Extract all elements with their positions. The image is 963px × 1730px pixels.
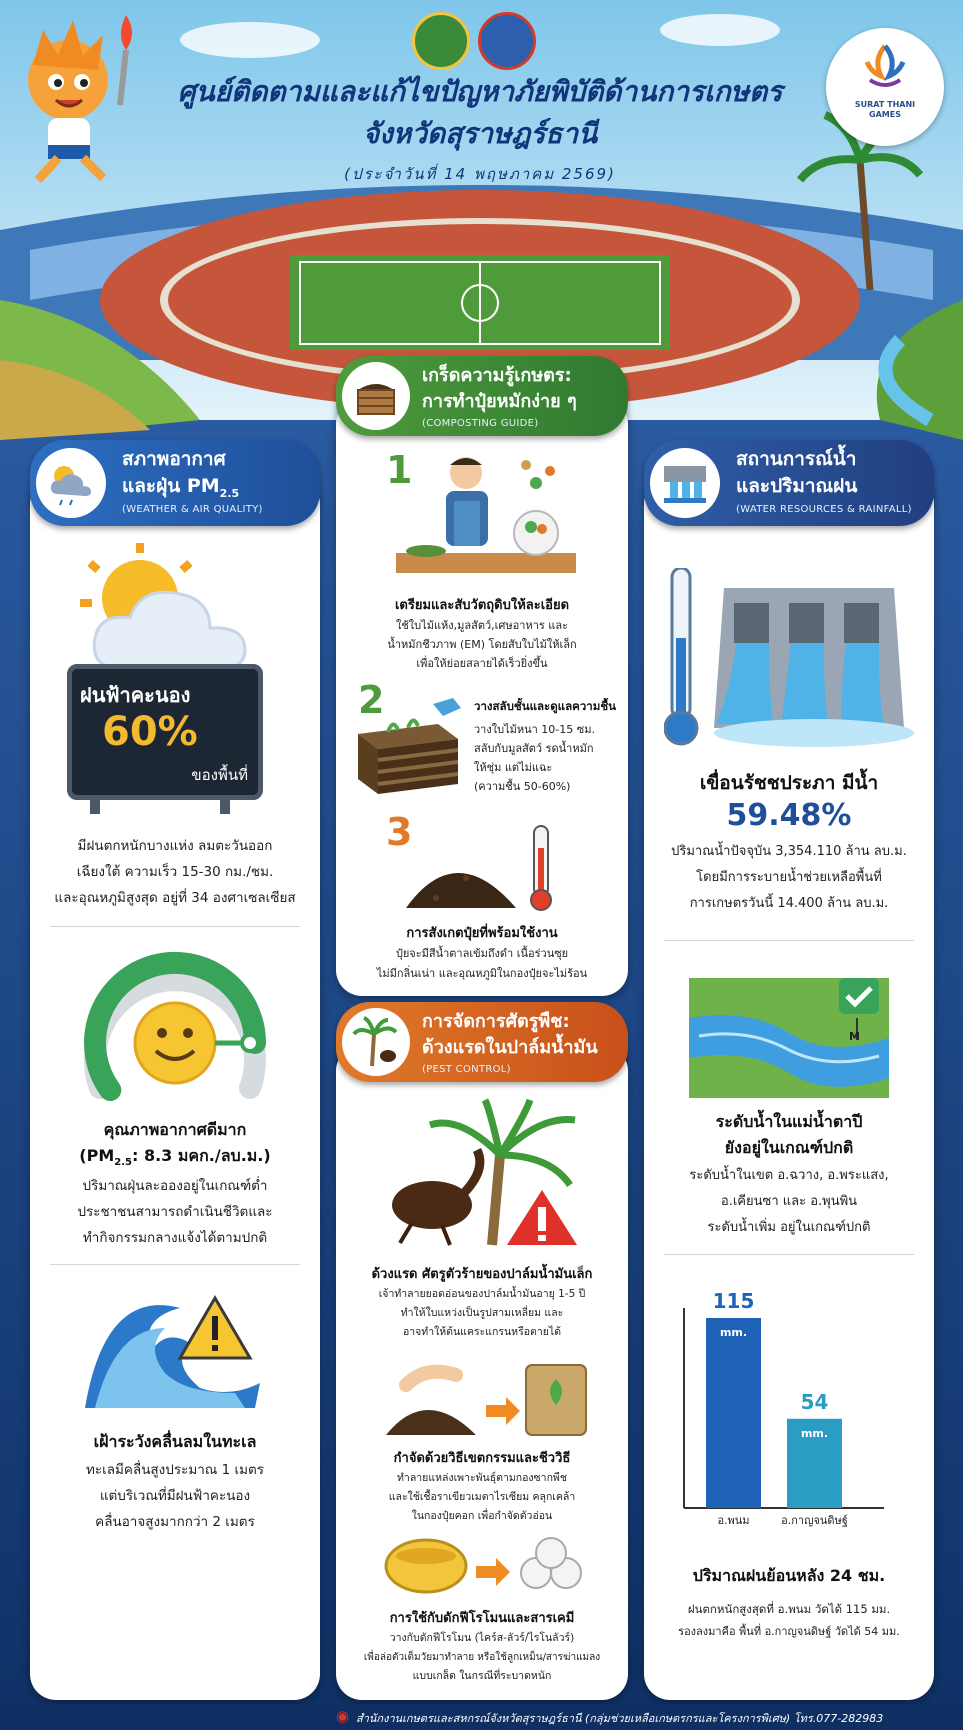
finished-compost-illustration — [396, 818, 576, 918]
palm-beetle-icon — [342, 1008, 410, 1076]
dam-desc-2: โดยมีการระบายน้ำช่วยเหลือพื้นที่ — [696, 870, 882, 885]
board-percent: 60% — [102, 709, 198, 755]
dam-desc-1: ปริมาณน้ำปัจจุบัน 3,354.110 ล้าน ลบ.ม. — [671, 844, 907, 859]
aq-value-post: : 8.3 มคก./ลบ.ม.) — [131, 1146, 271, 1165]
pest-item3-title: การใช้กับดักฟีโรโมนและสารเคมี — [389, 1611, 575, 1626]
compost-step1-line2: น้ำหมักชีวภาพ (EM) โดยสับใบไม้ให้เล็ก — [387, 638, 577, 651]
rain-desc-1: ฝนตกหนักสูงสุดที่ อ.พนม วัดได้ 115 มม. — [687, 1602, 891, 1616]
rain-value-label: 54 — [800, 1389, 829, 1414]
thunderstorm-board — [67, 664, 263, 800]
rain-category-label: อ.พนม — [717, 1514, 750, 1527]
compost-title-line1: เกร็ดความรู้เกษตร: — [422, 365, 572, 386]
compost-step2-line3: ให้ชุ่ม แต่ไม่แฉะ — [474, 761, 553, 774]
compost-header — [336, 356, 628, 436]
compost-step3-title: การสังเกตปุ๋ยที่พร้อมใช้งาน — [406, 926, 558, 941]
compost-step3-line2: ไม่มีกลิ่นเน่า และอุณหภูมิในกองปุ๋ยจะไม่ร้อน — [376, 967, 588, 980]
river-title-line1: ระดับน้ำในแม่น้ำตาปี — [715, 1112, 863, 1131]
games-logo-text: SURAT THANI GAMES — [854, 100, 916, 119]
water-subtitle: (WATER RESOURCES & RAINFALL) — [736, 504, 912, 515]
rain-category-label: อ.กาญจนดิษฐ์ — [781, 1514, 848, 1527]
air-quality-gauge — [70, 948, 280, 1108]
compost-step2-line2: สลับกับมูลสัตว์ รดน้ำหมัก — [474, 742, 594, 755]
step-number-1: 1 — [386, 448, 413, 492]
divider — [50, 926, 300, 927]
air-quality-title: คุณภาพอากาศดีมาก — [103, 1120, 247, 1139]
aq-desc-1: ปริมาณฝุ่นละอองอยู่ในเกณฑ์ต่ำ — [82, 1178, 268, 1194]
rain-unit-label: mm. — [800, 1426, 829, 1440]
water-title-line1: สถานการณ์น้ำ — [736, 448, 857, 470]
location-pin-icon: ◉ — [336, 1707, 350, 1725]
aq-desc-2: ประชาชนสามารถดำเนินชีวิตและ — [77, 1204, 273, 1220]
mascot-illustration — [8, 10, 143, 185]
pest-subtitle: (PEST CONTROL) — [422, 1064, 511, 1075]
water-header — [644, 440, 934, 526]
river-marker: M — [849, 1030, 860, 1043]
wave-desc-1: ทะเลมีคลื่นสูงประมาณ 1 เมตร — [85, 1462, 265, 1478]
weather-header — [30, 440, 320, 526]
rain-title: ปริมาณฝนย้อนหลัง 24 ชม. — [692, 1566, 886, 1585]
dam-title: เขื่อนรัชชประภา มีน้ำ — [699, 772, 879, 794]
weather-desc-3: และอุณหภูมิสูงสุด อยู่ที่ 34 องศาเซลเซียส — [54, 890, 296, 906]
wave-warning-icon — [75, 1278, 275, 1418]
step-number-2: 2 — [358, 678, 385, 722]
weather-title-sub: 2.5 — [219, 486, 240, 500]
dam-header-icon — [650, 448, 720, 518]
wave-desc-2: แต่บริเวณที่มีฝนฟ้าคะนอง — [99, 1488, 251, 1504]
compost-step1-line1: ใช้ใบไม้แห้ง,มูลสัตว์,เศษอาหาร และ — [395, 619, 569, 632]
weather-title-line2-main: และฝุ่น PM — [122, 475, 220, 497]
pest-item2-line3: ในกองปุ๋ยคอก เพื่อกำจัดตัวอ่อน — [411, 1510, 553, 1522]
rain-value-label: 115 — [712, 1289, 755, 1313]
pest-item1-line3: อาจทำให้ต้นแคระแกรนหรือตายได้ — [402, 1326, 562, 1338]
divider — [50, 1264, 300, 1265]
pest-item2-line2: และใช้เชื้อราเขียวเมตาไรเซียม คลุกเคล้า — [388, 1491, 576, 1503]
pest-title-line2: ด้วงแรดในปาล์มน้ำมัน — [422, 1037, 598, 1058]
footer-text: สำนักงานเกษตรและสหกรณ์จังหวัดสุราษฎร์ธานี (กลุ่มช่วยเหลือเกษตรกรและโครงการพิเศษ) โทร.077-282983 — [356, 1712, 884, 1725]
weather-desc-1: มีฝนตกหนักบางแห่ง ลมตะวันออก — [77, 838, 273, 854]
page-title-line1: ศูนย์ติดตามและแก้ไขปัญหาภัยพิบัติด้านการเกษตร — [177, 75, 783, 108]
rain-desc-2: รองลงมาคือ พื้นที่ อ.กาญจนดิษฐ์ วัดได้ 54 มม. — [678, 1625, 900, 1638]
step-number-3: 3 — [386, 810, 413, 854]
wave-title: เฝ้าระวังคลื่นลมในทะเล — [93, 1432, 257, 1451]
pest-item3-line3: แบบเกล็ด ในกรณีที่ระบาดหนัก — [412, 1670, 552, 1682]
province-emblem-red — [478, 12, 536, 70]
pest-item3-line1: วางกับดักฟีโรโมน (ไคร์ส-ลัวร์/ไรโนลัวร์) — [389, 1632, 575, 1644]
surat-thani-games-logo — [826, 28, 944, 146]
river-desc-3: ระดับน้ำเพิ่ม อยู่ในเกณฑ์ปกติ — [707, 1220, 871, 1235]
river-title-line2: ยังอยู่ในเกณฑ์ปกติ — [724, 1138, 854, 1157]
compost-panel — [336, 398, 628, 996]
aq-value-sub: 2.5 — [114, 1157, 132, 1169]
board-area: ของพื้นที่ — [191, 766, 248, 784]
compost-crate-icon — [342, 362, 410, 430]
pest-item2-title: กำจัดด้วยวิธีเขตกรรมและชีววิธี — [393, 1451, 571, 1466]
pest-item3-line2: เพื่อล่อตัวเต็มวัยมาทำลาย หรือใช้ลูกเหม็น/สารฆ่าแมลง — [363, 1652, 601, 1663]
board-label: ฝนฟ้าคะนอง — [80, 683, 191, 707]
compost-step2-title: วางสลับชั้นและดูแลความชื้น — [474, 699, 616, 713]
dam-desc-3: การเกษตรวันนี้ 14.400 ล้าน ลบ.ม. — [689, 896, 889, 911]
river-desc-1: ระดับน้ำในเขต อ.ฉวาง, อ.พระแสง, — [689, 1168, 889, 1183]
compost-step2-line4: (ความชื้น 50-60%) — [474, 780, 571, 793]
pest-item2-line1: ทำลายแหล่งเพาะพันธุ์ตามกองซากพืช — [397, 1472, 567, 1484]
water-title-line2: และปริมาณฝน — [736, 475, 858, 497]
pest-panel — [336, 1045, 628, 1700]
rhinoceros-beetle-palm-illustration — [372, 1095, 592, 1255]
wave-desc-3: คลื่นอาจสูงมากกว่า 2 เมตร — [95, 1514, 255, 1530]
water-panel — [644, 478, 934, 1700]
weather-panel — [30, 478, 320, 1700]
weather-title-line2 — [122, 473, 239, 507]
pest-title-line1: การจัดการศัตรูพืช: — [422, 1011, 570, 1032]
aq-desc-3: ทำกิจกรรมกลางแจ้งได้ตามปกติ — [82, 1230, 268, 1246]
weather-desc-2: เฉียงใต้ ความเร็ว 15-30 กม./ชม. — [76, 864, 274, 880]
pest-item1-line1: เจ้าทำลายยอดอ่อนของปาล์มน้ำมันอายุ 1-5 ปี — [378, 1288, 586, 1300]
dam-thermometer-illustration — [664, 568, 914, 753]
aq-value-pre: (PM — [79, 1146, 115, 1165]
board-legs — [90, 796, 240, 816]
chopping-ingredients-illustration — [386, 443, 586, 583]
air-quality-value — [30, 1144, 320, 1169]
rainfall-bar-chart — [644, 1258, 934, 1538]
header — [0, 0, 963, 200]
compost-step1-title: เตรียมและสับวัตถุดิบให้ละเอียด — [394, 598, 570, 613]
compost-step2-line1: วางใบไม้หนา 10-15 ซม. — [474, 723, 595, 736]
divider — [664, 1254, 914, 1255]
pest-header — [336, 1002, 628, 1082]
compost-subtitle: (COMPOSTING GUIDE) — [422, 418, 539, 429]
footer-bar — [0, 1704, 963, 1730]
pheromone-trap-illustration — [376, 1531, 596, 1601]
pest-item1-line2: ทำให้ใบแหว่งเป็นรูปสามเหลี่ยม และ — [400, 1307, 564, 1319]
compost-step3-line1: ปุ๋ยจะมีสีน้ำตาลเข้มถึงดำ เนื้อร่วนซุย — [395, 947, 569, 960]
page-title-line2: จังหวัดสุราษฎร์ธานี — [362, 117, 598, 150]
weather-header-icon — [36, 448, 106, 518]
layered-compost-illustration — [348, 694, 468, 804]
river-desc-2: อ.เคียนซา และ อ.พุนพิน — [720, 1194, 858, 1209]
biological-control-illustration — [376, 1345, 596, 1445]
province-emblem-green — [412, 12, 470, 70]
rain-unit-label: mm. — [719, 1326, 748, 1339]
compost-title-line2: การทำปุ๋ยหมักง่าย ๆ — [422, 391, 577, 412]
weather-title-line1: สภาพอากาศ — [122, 448, 226, 470]
pest-item1-title: ด้วงแรด ศัตรูตัวร้ายของปาล์มน้ำมันเล็ก — [371, 1267, 593, 1282]
compost-step1-line3: เพื่อให้ย่อยสลายได้เร็วยิ่งขึ้น — [416, 657, 548, 670]
weather-subtitle: (WEATHER & AIR QUALITY) — [122, 504, 263, 515]
divider — [664, 940, 914, 941]
rain-bar — [706, 1318, 761, 1508]
report-date: (ประจำวันที่ 14 พฤษภาคม 2569) — [344, 165, 616, 183]
dam-percent: 59.48% — [726, 798, 852, 833]
